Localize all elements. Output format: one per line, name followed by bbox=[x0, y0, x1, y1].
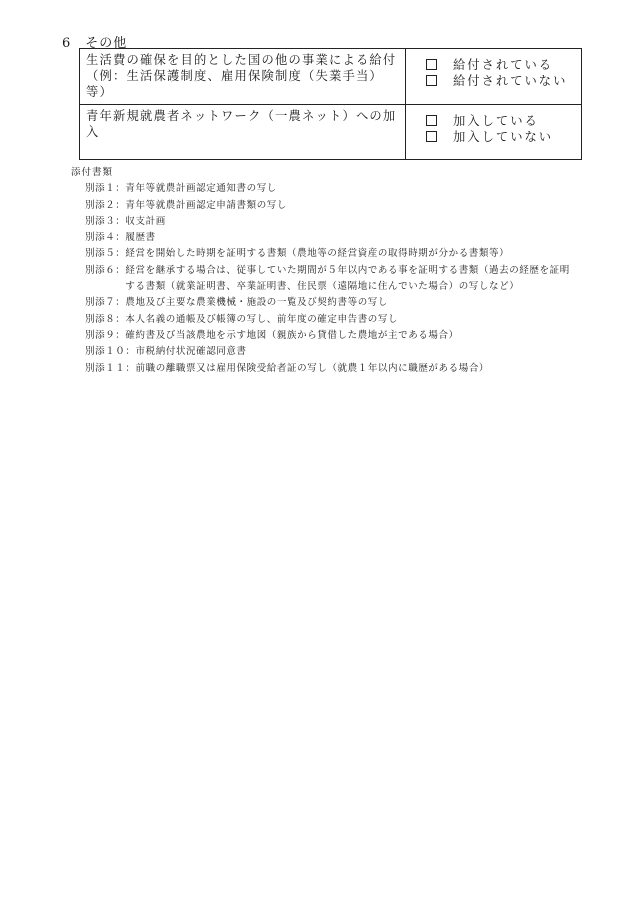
list-item bbox=[85, 181, 576, 197]
item-label: 別添９： bbox=[85, 329, 126, 341]
option-received[interactable] bbox=[426, 57, 581, 73]
item-text: 経営を開始した時期を証明する書類（農地等の経営資産の取得時期が分かる書類等） bbox=[125, 248, 510, 260]
question-cell: 青年新規就農者ネットワーク（一農ネット）への加入 bbox=[80, 105, 406, 160]
item-text: 履歴書 bbox=[125, 232, 156, 244]
option-label: 加入していない bbox=[453, 130, 554, 144]
checkbox-icon[interactable] bbox=[426, 75, 437, 86]
item-label: 別添１１： bbox=[85, 362, 136, 374]
item-text: 確約書及び当該農地を示す地図（親族から貸借した農地が主である場合） bbox=[125, 329, 459, 341]
options-cell bbox=[406, 49, 582, 105]
option-label: 給付されていない bbox=[453, 74, 568, 88]
other-info-table bbox=[79, 48, 582, 160]
item-text: 青年等就農計画認定通知書の写し bbox=[125, 183, 277, 195]
option-label: 給付されている bbox=[453, 58, 554, 72]
item-label: 別添１： bbox=[85, 183, 126, 195]
item-label: 別添４： bbox=[85, 232, 126, 244]
item-text: 収支計画 bbox=[125, 215, 166, 227]
item-label: 別添６： bbox=[85, 264, 126, 276]
attachments-section bbox=[71, 165, 576, 377]
section-title: その他 bbox=[85, 36, 128, 51]
list-item bbox=[85, 295, 576, 311]
list-item bbox=[85, 361, 576, 377]
option-not-received[interactable] bbox=[426, 73, 581, 89]
item-label: 別添７： bbox=[85, 297, 126, 309]
item-text: 市税納付状況確認同意書 bbox=[135, 346, 247, 358]
checkbox-icon[interactable] bbox=[426, 131, 437, 142]
item-label: 別添５： bbox=[85, 248, 126, 260]
options-cell bbox=[406, 105, 582, 160]
list-item bbox=[85, 328, 576, 344]
list-item bbox=[85, 246, 576, 262]
item-label: 別添８： bbox=[85, 313, 126, 325]
option-label: 加入している bbox=[453, 114, 539, 128]
list-item bbox=[85, 230, 576, 246]
list-item bbox=[85, 198, 576, 214]
item-text: 前職の離職票又は雇用保険受給者証の写し（就農１年以内に職歴がある場合） bbox=[135, 362, 490, 374]
item-text: 農地及び主要な農業機械・施設の一覧及び契約書等の写し bbox=[125, 297, 389, 309]
question-cell: 生活費の確保を目的とした国の他の事業による給付（例：生活保護制度、雇用保険制度（失業手当）等） bbox=[80, 49, 406, 105]
section-number: 6 bbox=[62, 36, 72, 51]
checkbox-icon[interactable] bbox=[426, 59, 437, 70]
option-joined[interactable] bbox=[426, 113, 581, 129]
item-label: 別添３： bbox=[85, 215, 126, 227]
item-text: 青年等就農計画認定申請書類の写し bbox=[125, 199, 288, 211]
attachments-title: 添付書類 bbox=[71, 167, 114, 178]
list-item bbox=[85, 312, 576, 328]
list-item bbox=[85, 263, 576, 296]
checkbox-icon[interactable] bbox=[426, 115, 437, 126]
item-label: 別添１０： bbox=[85, 346, 136, 358]
table-row bbox=[80, 105, 582, 160]
attachments-list bbox=[85, 181, 576, 377]
list-item bbox=[85, 344, 576, 360]
item-label: 別添２： bbox=[85, 199, 126, 211]
list-item bbox=[85, 214, 576, 230]
item-text: 本人名義の通帳及び帳簿の写し、前年度の確定申告書の写し bbox=[125, 313, 399, 325]
table-row bbox=[80, 49, 582, 105]
item-text: 経営を継承する場合は、従事していた期間が５年以内である事を証明する書類（過去の経歴を証明する書類（就業証明書、卒業証明書、住民票（遠隔地に住んでいた場合）の写しなど） bbox=[125, 264, 570, 293]
option-not-joined[interactable] bbox=[426, 129, 581, 145]
